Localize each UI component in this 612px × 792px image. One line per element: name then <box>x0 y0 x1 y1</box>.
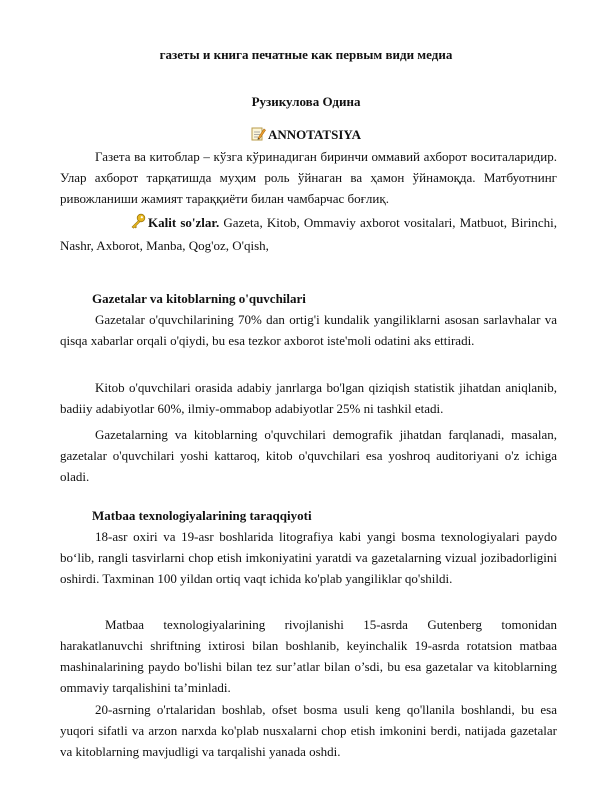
document-title: газеты и книга печатные как первым види медиа <box>159 47 453 62</box>
section-heading-readers: Gazetalar va kitoblarning o'quvchilari <box>92 291 306 306</box>
section-heading-printing: Matbaa texnologiyalarining taraqqiyoti <box>92 508 312 523</box>
annotation-text: Газета ва китоблар – кўзга кўринадиган биринчи оммавий ахборот воситаларидир. Улар ахборот тарқатишда муҳим роль ўйнаган ва ҳамон ўйнамоқда. Матбуотнинг ривожланиши жамият тараққиёти билан чамбарчас боғлиқ. <box>60 149 557 206</box>
memo-pencil-icon <box>251 126 266 145</box>
printing-paragraph-1: 18-asr oxiri va 19-asr boshlarida litografiya kabi yangi bosma texnologiyalari paydo bo‘lib, rangli tasvirlarni chop etish imkoniyatini yaratdi va gazetalarning vizual jozibadorligini oshirdi. Taxminan 100 yildan ortiq vaqt ichida ko'plab yangiliklar qo'shildi. <box>60 529 557 586</box>
annotation-heading-row <box>0 126 612 145</box>
printing-paragraph-2: Matbaa texnologiyalarining rivojlanishi 15-asrda Gutenberg tomonidan harakatlanuvchi shriftning ixtirosi bilan boshlanib, keyinchalik 19-asrda rotatsion matbaa mashinalarining paydo bo'lishi bilan tez sur’atlar bilan o’sdi, bu esa gazetalar va kitoblarning ommaviy tarqalishini ta’minladi. <box>60 617 557 695</box>
keywords-paragraph <box>60 212 557 256</box>
printing-paragraph-3: 20-asrning o'rtalaridan boshlab, ofset bosma usuli keng qo'llanila boshlandi, bu esa yuqori sifatli va arzon narxda ko'plab nusxalarni chop etish imkonini berdi, natijada gazetalar va kitoblarning mavjudligi va tarqalishi yanada oshdi. <box>60 702 557 759</box>
author-name: Рузикулова Одина <box>251 94 361 109</box>
keywords-text: Gazeta, Kitob, Ommaviy axborot vositalari, Matbuot, Birinchi, Nashr, Axborot, Manba, Qog'oz, O'qish, <box>60 215 557 253</box>
annotation-heading: ANNOTATSIYA <box>268 127 361 142</box>
keywords-label: Kalit so'zlar. <box>148 215 220 230</box>
readers-paragraph-3: Gazetalarning va kitoblarning o'quvchilari demografik jihatdan farqlanadi, masalan, gazetalar o'quvchilari yoshi kattaroq, kitob o'quvchilari esa yoshroq auditoriyani o'z ichiga oladi. <box>60 427 557 484</box>
readers-paragraph-2: Kitob o'quvchilari orasida adabiy janrlarga bo'lgan qiziqish statistik jihatdan aniqlanib, badiiy adabiyotlar 60%, ilmiy-ommabop adabiyotlar 25% ni tashkil etadi. <box>60 380 557 416</box>
readers-paragraph-1: Gazetalar o'quvchilarining 70% dan ortig'i kundalik yangiliklarni asosan sarlavhalar va qisqa xabarlar orqali o'qiydi, bu esa tezkor axborot iste'moli odatini aks ettiradi. <box>60 312 557 348</box>
key-icon <box>95 213 146 235</box>
